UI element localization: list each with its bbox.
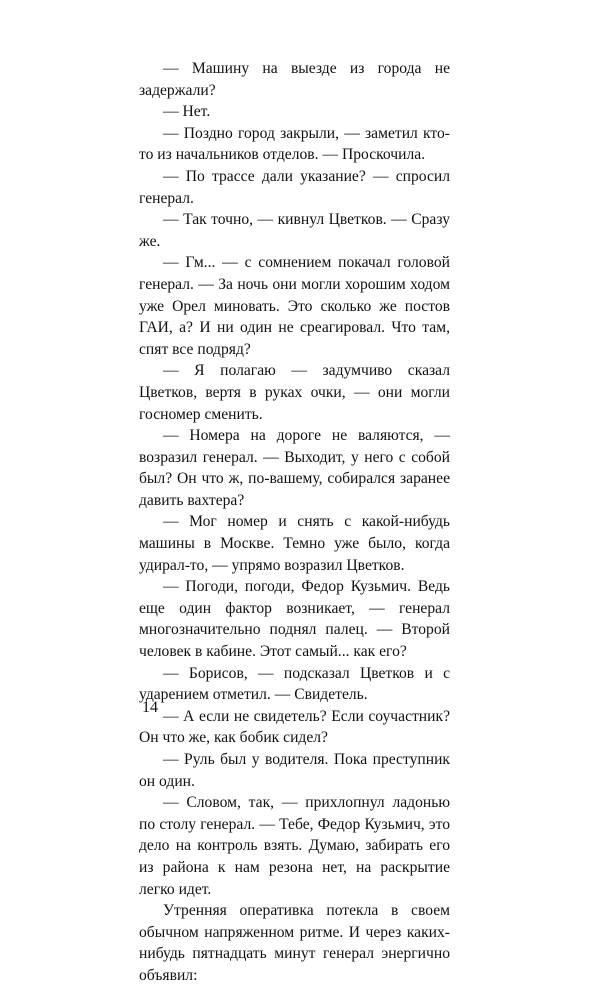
paragraph: — Номера на дороге не валяются, — возразил генерал. — Выходит, у него с собой был? Он что ж, по-вашему, собирался заранее давить вахтера? [139, 427, 450, 509]
paragraph: — Так точно, — кивнул Цветков. — Сразу же. [139, 211, 450, 250]
paragraph: Утренняя оперативка потекла в своем обычном напряженном ритме. И через каких-нибудь пятнадцать минут генерал энергично объявил: [139, 902, 450, 984]
paragraph: — Нет. [163, 103, 211, 121]
paragraph: — Гм... — с сомнением покачал головой генерал. — За ночь они могли хорошим ходом уже Орел миновать. Это сколько же постов ГАИ, а? И ни один не среагировал. Что там, спят все подряд? [139, 254, 450, 358]
paragraph: — Машину на выезде из города не задержали? [139, 60, 450, 99]
paragraph: — Я полагаю — задумчиво сказал Цветков, вертя в руках очки, — они могли госномер сменить. [139, 362, 450, 423]
page-number: 14 [142, 699, 158, 716]
body-text [139, 58, 450, 987]
paragraph: — Борисов, — подсказал Цветков и с ударением отметил. — Свидетель. [139, 664, 450, 704]
paragraph: — Мог номер и снять с какой-нибудь машины в Москве. Темно уже было, когда удирал-то, — упрямо возразил Цветков. [139, 513, 450, 574]
paragraph: — По трассе дали указание? — спросил генерал. [139, 167, 450, 207]
paragraph: — Словом, так, — прихлопнул ладонью по столу генерал. — Тебе, Федор Кузьмич, это дело на контроль взять. Думаю, забирать его из района к нам резона нет, на раскрытие легко идет. [139, 794, 450, 898]
paragraph: — Поздно город закрыли, — заметил кто-то из начальников отделов. — Проскочила. [139, 124, 450, 164]
paragraph: — Погоди, погоди, Федор Кузьмич. Ведь еще один фактор возникает, — генерал многозначительно поднял палец. — Второй человек в кабине. Этот самый... как его? [139, 578, 450, 661]
paragraph: — Руль был у водителя. Пока преступник он один. [139, 751, 450, 790]
paragraph: — А если не свидетель? Если соучастник? Он что же, как бобик сидел? [139, 707, 450, 747]
